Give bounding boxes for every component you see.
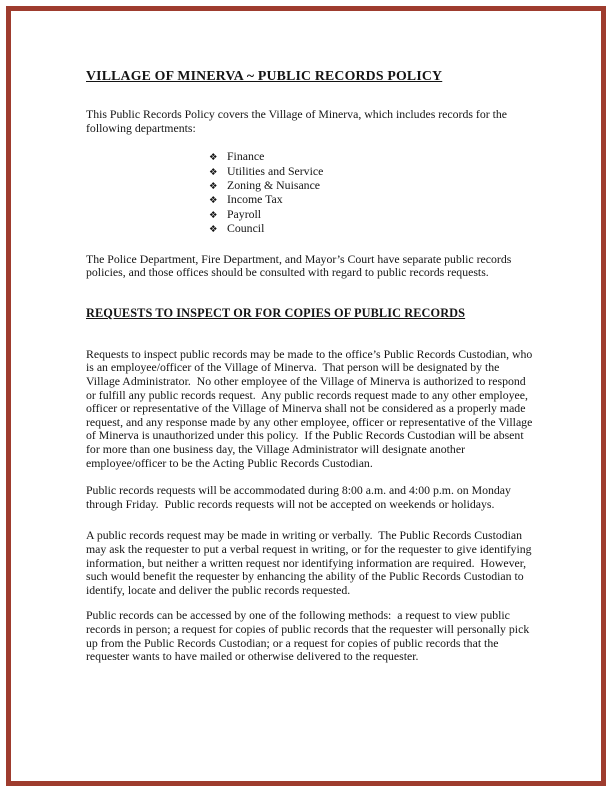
hours-paragraph: Public records requests will be accommodated during 8:00 a.m. and 4:00 p.m. on Monday through Friday. Public records requests will not be accepted on weekends or holidays. (86, 483, 514, 511)
request-format-paragraph: A public records request may be made in writing or verbally. The Public Records Custodian may ask the requester to put a verbal request in writing, or for the requester to give identifying information, but neither a written request nor identifying information are required. However, such would benefit the requester by enhancing the ability of the Public Records Custodian to identify, locate and deliver the public records requested. (86, 528, 535, 597)
intro-paragraph: This Public Records Policy covers the Village of Minerva, which includes records for the following departments: (86, 107, 510, 135)
list-item (209, 222, 535, 236)
diamond-bullet-icon: ❖ (209, 195, 218, 207)
access-methods-paragraph: Public records can be accessed by one of the following methods: a request to view public records in person; a request for copies of public records that the requester will personally pick up from the Public Records Custodian; or a request for copies of public records that the requester wants to have mailed or otherwise delivered to the requester. (86, 608, 533, 664)
diamond-bullet-icon: ❖ (209, 181, 218, 192)
document-content (86, 68, 535, 679)
list-item (209, 208, 535, 222)
department-label: Zoning & Nuisance (227, 178, 321, 192)
document-title: VILLAGE OF MINERVA ~ PUBLIC RECORDS POLICY (86, 68, 443, 83)
department-label: Finance (227, 149, 265, 164)
diamond-bullet-icon: ❖ (209, 224, 218, 236)
diamond-bullet-icon: ❖ (209, 209, 218, 221)
list-item (209, 179, 535, 193)
custodian-paragraph: Requests to inspect public records may be made to the office’s Public Records Custodian, who is an employee/officer of the Village of Minerva. That person will be designated by the Village Administrator. No other employee of the Village of Minerva is authorized to respond or fulfill any public records request. Any public records request made to any other employee, officer or representative of the Village of Minerva shall not be considered as a properly made request, and any response made by any other employee, officer or representative of the Village of Minerva is unauthorized under this policy. If the Public Records Custodian will be absent for more than one business day, the Village Administrator will designate another employee/officer to be the Acting Public Records Custodian. (86, 346, 536, 470)
department-label: Council (227, 221, 265, 236)
separate-policies-paragraph: The Police Department, Fire Department, and Mayor’s Court have separate public records policies, and those offices should be consulted with regard to public records requests. (86, 251, 515, 280)
department-label: Payroll (227, 206, 262, 221)
department-label: Income Tax (227, 192, 283, 207)
list-item (209, 165, 535, 179)
diamond-bullet-icon: ❖ (209, 166, 218, 178)
section-heading: REQUESTS TO INSPECT OR FOR COPIES OF PUBLIC RECORDS (86, 305, 466, 320)
department-label: Utilities and Service (227, 163, 324, 178)
list-item (209, 150, 535, 164)
list-item (209, 193, 535, 207)
departments-list (86, 150, 535, 236)
diamond-bullet-icon: ❖ (209, 152, 218, 164)
